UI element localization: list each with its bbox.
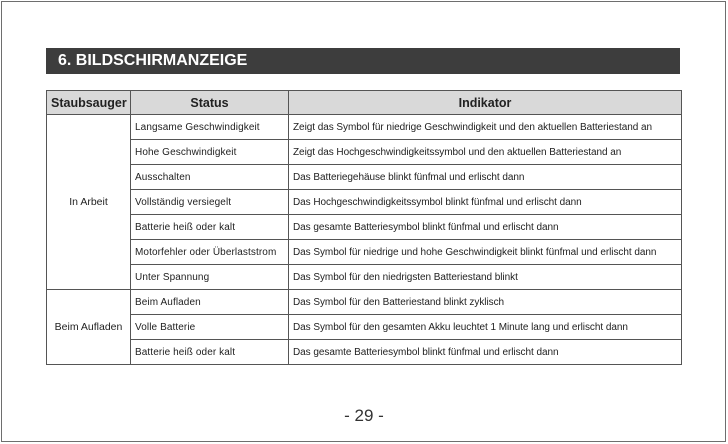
table-row (47, 315, 682, 340)
indicator-cell: Zeigt das Hochgeschwindigkeitssymbol und den aktuellen Batteriestand an (289, 140, 682, 165)
section-title: 6. BILDSCHIRMANZEIGE (46, 48, 680, 74)
status-cell: Vollständig versiegelt (131, 190, 289, 215)
indicator-cell: Das Symbol für den Batteriestand blinkt zyklisch (289, 290, 682, 315)
group-label-beim-aufladen: Beim Aufladen (47, 290, 131, 365)
status-cell: Beim Aufladen (131, 290, 289, 315)
table-row (47, 265, 682, 290)
status-cell: Volle Batterie (131, 315, 289, 340)
status-cell: Langsame Geschwindigkeit (131, 115, 289, 140)
status-table (46, 90, 682, 365)
table-row (47, 140, 682, 165)
indicator-cell: Das Symbol für niedrige und hohe Geschwindigkeit blinkt fünfmal und erlischt dann (289, 240, 682, 265)
table-row (47, 340, 682, 365)
status-cell: Unter Spannung (131, 265, 289, 290)
status-cell: Motorfehler oder Überlaststrom (131, 240, 289, 265)
status-cell: Batterie heiß oder kalt (131, 340, 289, 365)
column-header-staubsauger: Staubsauger (47, 91, 131, 115)
column-header-indikator: Indikator (289, 91, 682, 115)
table-row (47, 240, 682, 265)
page-number: - 29 - (344, 406, 384, 425)
table-row (47, 165, 682, 190)
status-cell: Hohe Geschwindigkeit (131, 140, 289, 165)
indicator-cell: Das gesamte Batteriesymbol blinkt fünfmal und erlischt dann (289, 340, 682, 365)
group-label-in-arbeit: In Arbeit (47, 115, 131, 290)
status-cell: Ausschalten (131, 165, 289, 190)
column-header-status: Status (131, 91, 289, 115)
indicator-cell: Das gesamte Batteriesymbol blinkt fünfmal und erlischt dann (289, 215, 682, 240)
indicator-cell: Das Hochgeschwindigkeitssymbol blinkt fünfmal und erlischt dann (289, 190, 682, 215)
indicator-cell: Das Batteriegehäuse blinkt fünfmal und erlischt dann (289, 165, 682, 190)
table-row (47, 290, 682, 315)
table-row (47, 115, 682, 140)
indicator-cell: Das Symbol für den gesamten Akku leuchtet 1 Minute lang und erlischt dann (289, 315, 682, 340)
indicator-cell: Das Symbol für den niedrigsten Batteriestand blinkt (289, 265, 682, 290)
table-row (47, 215, 682, 240)
status-cell: Batterie heiß oder kalt (131, 215, 289, 240)
table-row (47, 190, 682, 215)
indicator-cell: Zeigt das Symbol für niedrige Geschwindigkeit und den aktuellen Batteriestand an (289, 115, 682, 140)
table-header-row (47, 91, 682, 115)
